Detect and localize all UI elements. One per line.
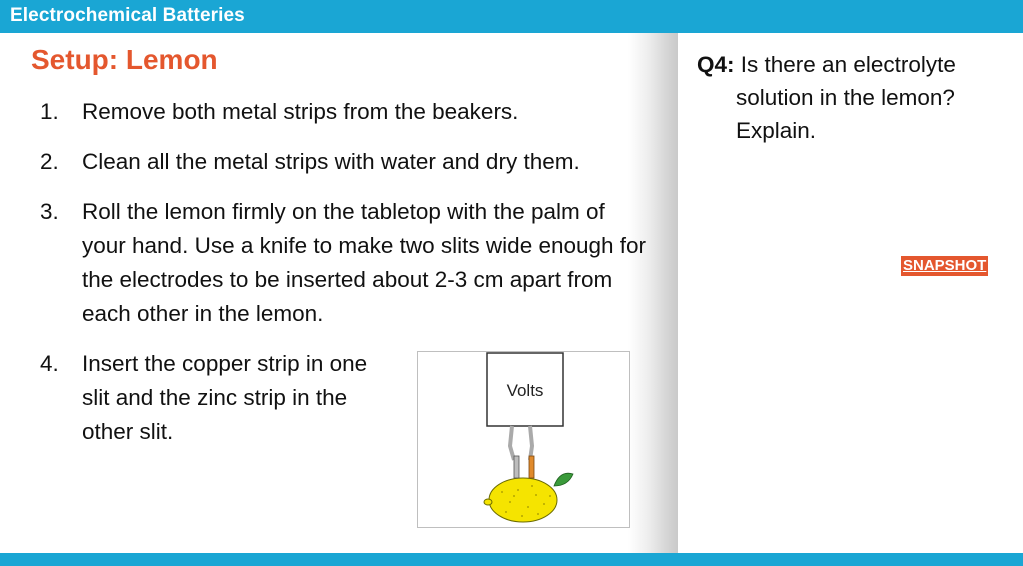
step-text: Insert the copper strip in one slit and the zinc strip in the other slit.	[82, 351, 368, 444]
step-number: 2.	[40, 149, 59, 174]
copper-strip	[529, 456, 534, 478]
wire-left	[510, 426, 514, 460]
step-item	[40, 95, 650, 129]
voltmeter-label: Volts	[506, 381, 544, 400]
lemon-battery-illustration	[418, 352, 631, 529]
zinc-strip	[514, 456, 519, 478]
snapshot-badge[interactable]: SNAPSHOT	[903, 257, 987, 274]
header-bar	[0, 0, 1023, 33]
step-item	[40, 195, 650, 331]
question-q4	[697, 48, 1023, 147]
step-text: Clean all the metal strips with water and dry them.	[82, 149, 580, 174]
wire-right	[530, 426, 532, 460]
lemon-leaf-icon	[554, 473, 573, 486]
step-number: 1.	[40, 99, 59, 124]
question-label: Q4:	[697, 52, 735, 77]
header-title: Electrochemical Batteries	[10, 5, 245, 26]
step-item	[40, 145, 650, 179]
step-number: 4.	[40, 351, 59, 376]
footer-bar	[0, 553, 1023, 566]
step-text: Remove both metal strips from the beakers.	[82, 99, 519, 124]
question-text: Is there an electrolyte solution in the lemon? Explain.	[734, 52, 956, 143]
lemon-icon	[489, 478, 557, 522]
step-number: 3.	[40, 199, 59, 224]
lemon-battery-figure	[417, 351, 630, 528]
setup-title: Setup: Lemon	[31, 44, 218, 75]
step-item	[40, 347, 382, 449]
step-text: Roll the lemon firmly on the tabletop with the palm of your hand. Use a knife to make two slits wide enough for the electrodes to be inserted about 2-3 cm apart from each other in the lemon.	[82, 199, 647, 326]
